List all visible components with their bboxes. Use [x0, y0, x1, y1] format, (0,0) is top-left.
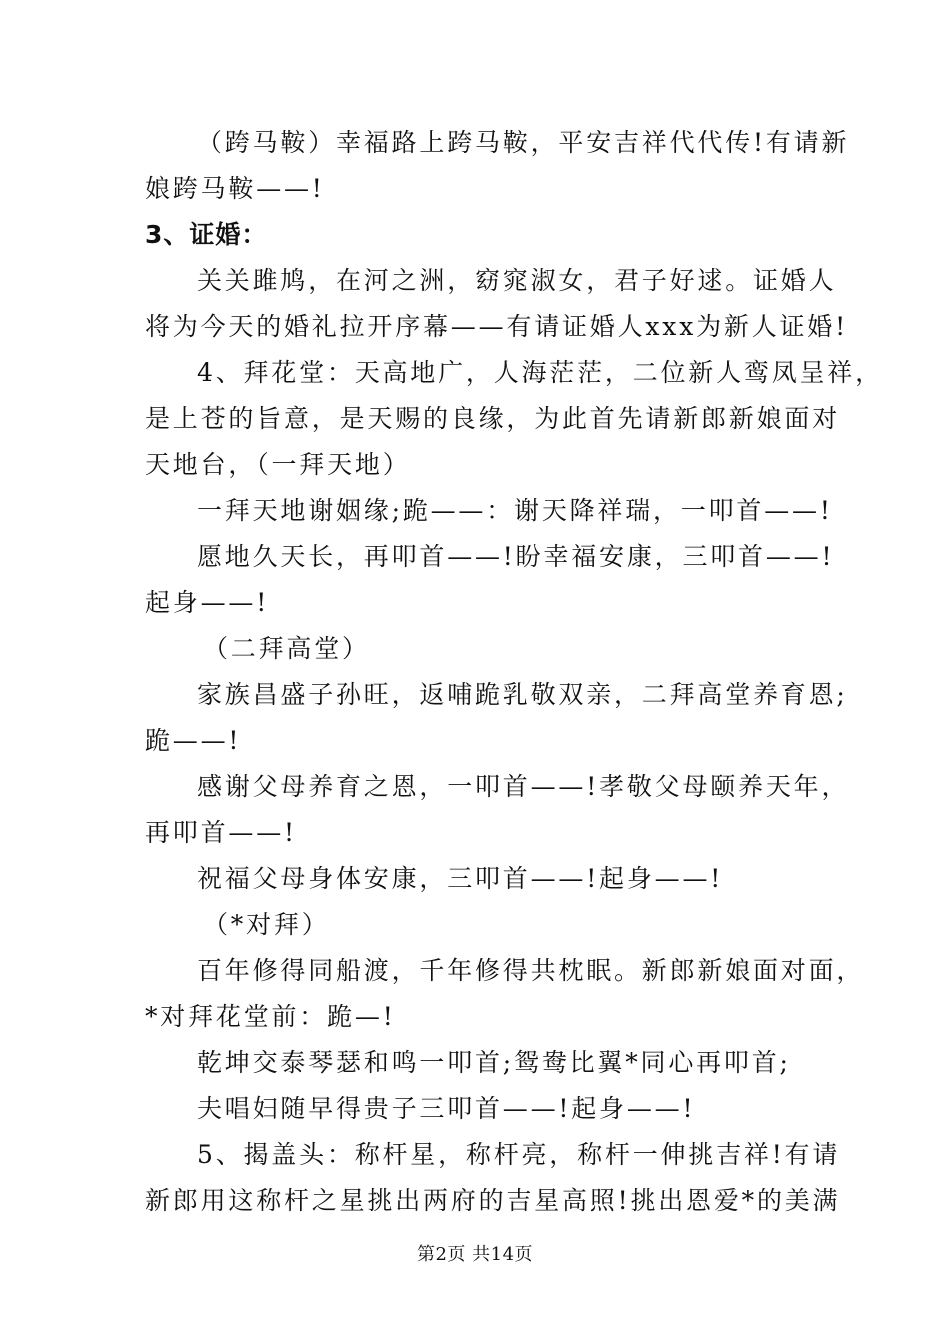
paragraph-line: 将为今天的婚礼拉开序幕——有请证婚人xxx为新人证婚!: [145, 312, 848, 341]
paragraph-line: 跪——!: [145, 726, 242, 755]
paragraph-line: 再叩首——!: [145, 818, 297, 847]
page-number-footer: 第2页 共14页: [416, 1244, 534, 1265]
paragraph-line: （跨马鞍）幸福路上跨马鞍，平安吉祥代代传!有请新: [197, 128, 850, 157]
paragraph-line: 关关雎鸠，在河之洲，窈窕淑女，君子好逑。证婚人: [197, 266, 837, 295]
paragraph-line: 5、揭盖头：称杆星，称杆亮，称杆一伸挑吉祥!有请: [197, 1140, 841, 1169]
document-body: [145, 120, 883, 1224]
paragraph-line: 一拜天地谢姻缘;跪——：谢天降祥瑞，一叩首——!: [197, 496, 833, 525]
paragraph-line: 起身——!: [145, 588, 270, 617]
paragraph-line: （*对拜）: [203, 910, 330, 939]
paragraph-line: 祝福父母身体安康，三叩首——!起身——!: [197, 864, 724, 893]
paragraph-line: 夫唱妇随早得贵子三叩首——!起身——!: [197, 1094, 696, 1123]
paragraph-line: （二拜高堂）: [203, 634, 370, 663]
paragraph-line: 乾坤交泰琴瑟和鸣一叩首;鸳鸯比翼*同心再叩首;: [197, 1048, 791, 1077]
paragraph-line: 感谢父母养育之恩，一叩首——!孝敬父母颐养天年，: [197, 772, 850, 801]
paragraph-line: 新郎用这称杆之星挑出两府的吉星高照!挑出恩爱*的美满: [145, 1186, 841, 1215]
paragraph-line: 愿地久天长，再叩首——!盼幸福安康，三叩首——!: [197, 542, 835, 571]
paragraph-line: 天地台，（一拜天地）: [145, 450, 411, 479]
paragraph-line: 是上苍的旨意，是天赐的良缘，为此首先请新郎新娘面对: [145, 404, 841, 433]
paragraph-line: 4、拜花堂：天高地广，人海茫茫，二位新人鸾凤呈祥，: [197, 358, 883, 387]
paragraph-line: 家族昌盛子孙旺，返哺跪乳敬双亲，二拜高堂养育恩;: [197, 680, 848, 709]
paragraph-line: *对拜花堂前：跪—!: [145, 1002, 396, 1031]
section-heading: 3、证婚：: [145, 220, 268, 249]
paragraph-line: 百年修得同船渡，千年修得共枕眠。新郎新娘面对面，: [197, 956, 865, 985]
paragraph-line: 娘跨马鞍——!: [145, 174, 325, 203]
